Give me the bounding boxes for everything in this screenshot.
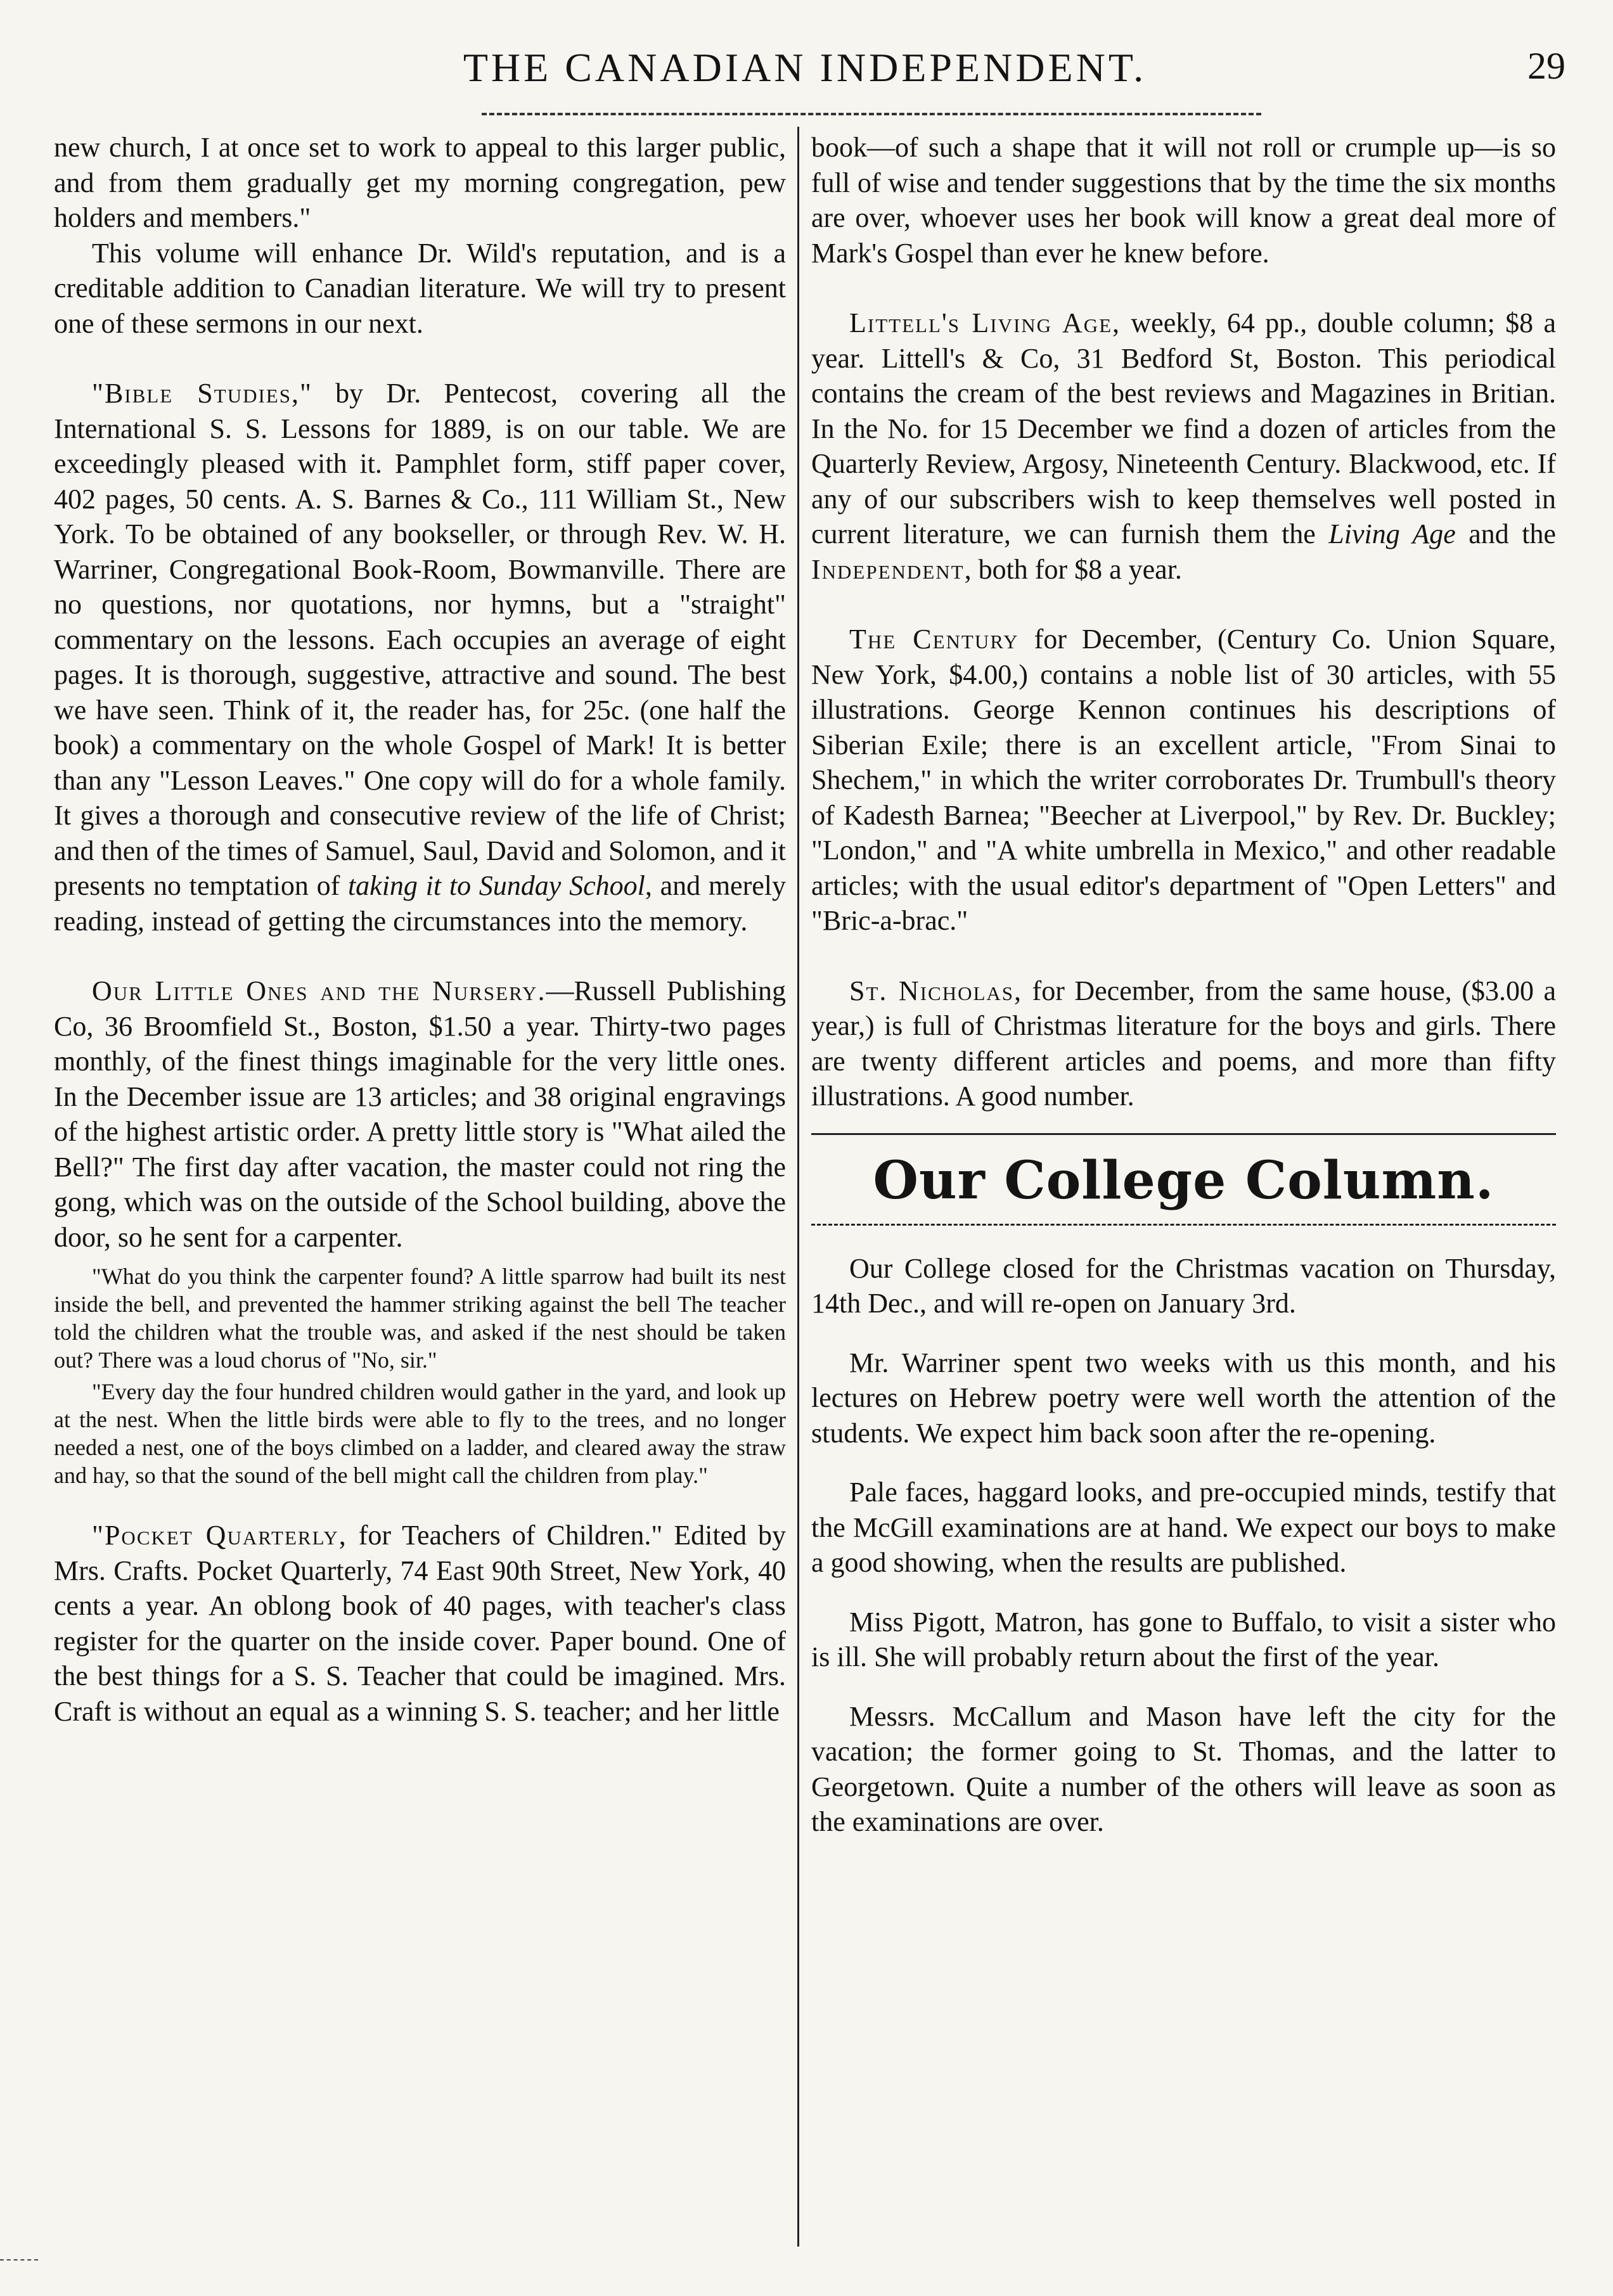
review-title: Littell's Living Age, [849,307,1121,338]
review-century [811,622,1556,939]
review-little-ones [54,973,786,1255]
left-column [54,130,786,2247]
review-end: , both for $8 a year. [964,553,1182,585]
masthead-title: THE CANADIAN INDEPENDENT. [463,45,1147,90]
page-header [44,44,1565,108]
page-number: 29 [1527,45,1565,87]
review-title: "Bible Studies," [92,378,312,409]
college-paragraph: Miss Pigott, Matron, has gone to Buffalo, to visit a sister who is ill. She will probably return about the first of the year. [811,1606,1556,1672]
review-title: St. Nicholas, [849,975,1023,1006]
college-paragraph: Mr. Warriner spent two weeks with us this month, and his lectures on Hebrew poetry were well worth the attention of the students. We expect him back soon after the re-opening. [811,1347,1556,1449]
quote-carpenter: "What do you think the carpenter found? A little sparrow had built its nest inside the bell, and prevented the hammer striking against the bell The teacher told the children what the trouble was, and asked if the nest should be taken out? There was a loud chorus of "No, sir." [54,1264,786,1373]
college-paragraph: Messrs. McCallum and Mason have left the city for the vacation; the former going to St. Thomas, and the latter to Georgetown. Quite a number of the others will leave as soon as the examinations are over. [811,1700,1556,1837]
review-body: by Dr. Pentecost, covering all the International S. S. Lessons for 1889, is on our table. We are exceedingly pleased with it. Pamphlet form, stiff paper cover, 402 pages, 50 cents. A. S. Barnes & Co., 111 William St., New York. To be obtained of any bookseller, or through Rev. W. H. Warriner, Congregational Book-Room, Bowmanville. There are no questions, nor quotations, nor hymns, but a "straight" commentary on the lessons. Each occupies an average of eight pages. It is thorough, suggestive, attractive and sound. The best we have seen. Think of it, the reader has, for 25c. (one half the book) a commentary on the whole Gospel of Mark! It is better than any "Lesson Leaves." One copy will do for a whole family. It gives a thorough and consecutive review of the life of Christ; and then of the times of Samuel, Saul, David and Solomon, and it presents no temptation of [54,378,786,901]
review-body: for Teachers of Children." Edited by Mrs. Crafts. Pocket Quarterly, 74 East 90th Street, New York, 40 cents a year. An oblong book of 40 pages, with teacher's class register for the quarter on the inside cover. Paper bound. One of the best things for a S. S. Teacher that could be imagined. Mrs. Craft is without an equal as a winning S. S. teacher; and her little [54,1520,786,1727]
review-italic: taking it to Sunday School [347,870,645,901]
review-body: for December, (Century Co. Union Square, New York, $4.00,) contains a noble list of 30 articles, with 55 illustrations. George Kennon continues his descriptions of Siberian Exile; there is an excellent article, "From Sinai to Shechem," in which the writer corroborates Dr. Trumbull's theory of Kadesth Barnea; "Beecher at Liverpool," by Rev. Dr. Buckley; "London," and "A white umbrella in Mexico," and other readable articles; with the usual editor's department of "Open Letters" and "Bric-a-brac." [811,624,1556,936]
review-body: —Russell Publishing Co, 36 Broomfield St., Boston, $1.50 a year. Thirty-two pages monthly, of the finest things imaginable for the very little ones. In the December issue are 13 articles; and 38 original engravings of the highest artistic order. A pretty little story is "What ailed the Bell?" The first day after vacation, the master could not ring the gong, which was on the outside of the School building, above the door, so he sent for a carpenter. [54,975,786,1253]
footer-mark [0,2259,38,2261]
review-title: Our Little Ones and the Nursery. [92,975,546,1006]
paragraph-continued: new church, I at once set to work to appeal to this larger public, and from them gradually get my morning congregation, pew holders and members." [54,132,786,233]
review-bible-studies [54,376,786,939]
college-paragraph: Pale faces, haggard looks, and pre-occupied minds, testify that the McGill examinations are at hand. We expect our boys to make a good showing, when the results are published. [811,1477,1556,1578]
review-title: The Century [849,624,1019,655]
review-body: weekly, 64 pp., double column; $8 a year. Littell's & Co, 31 Bedford St, Boston. This periodical contains the cream of the best reviews and Magazines in Britian. In the No. for 15 December we find a dozen of articles from the Quarterly Review, Argosy, Nineteenth Century. Blackwood, etc. If any of our subscribers wish to keep themselves well posted in current literature, we can furnish them the [811,307,1556,549]
column-divider [797,127,799,2247]
review-title: "Pocket Quarterly, [92,1520,347,1551]
review-smallcaps: Independent [811,553,965,585]
review-pocket-quarterly [54,1518,786,1729]
paragraph-wild-review: This volume will enhance Dr. Wild's reputation, and is a creditable addition to Canadian literature. We will try to present one of these sermons in our next. [54,237,786,339]
review-littell [811,305,1556,587]
review-st-nicholas [811,973,1556,1114]
section-rule-bottom [811,1224,1556,1226]
review-body-2: and the [1455,518,1556,549]
section-rule-top [811,1133,1556,1135]
quote-children: "Every day the four hundred children would gather in the yard, and look up at the nest. When the little birds were able to fly to the trees, and no longer needed a nest, one of the boys climbed on a ladder, and cleared away the straw and hay, so that the sound of the bell might call the children from play." [54,1379,786,1488]
paragraph-continued: book—of such a shape that it will not roll or crumple up—is so full of wise and tender suggestions that by the time the six months are over, whoever uses her book will know a great deal more of Mark's Gospel than ever he knew before. [811,132,1556,269]
review-body: for December, from the same house, ($3.00 a year,) is full of Christmas literature for the boys and girls. There are twenty different articles and poems, and more than fifty illustrations. A good number. [811,975,1556,1112]
right-column [811,130,1556,2247]
review-end: , and merely reading, instead of getting the circumstances into the memory. [54,870,786,937]
college-column-title: Our College Column. [873,1150,1494,1211]
college-paragraph: Our College closed for the Christmas vacation on Thursday, 14th Dec., and will re-open on January 3rd. [811,1252,1556,1319]
header-rule [482,113,1261,115]
college-column [811,1251,1556,1840]
review-italic: Living Age [1328,518,1456,549]
